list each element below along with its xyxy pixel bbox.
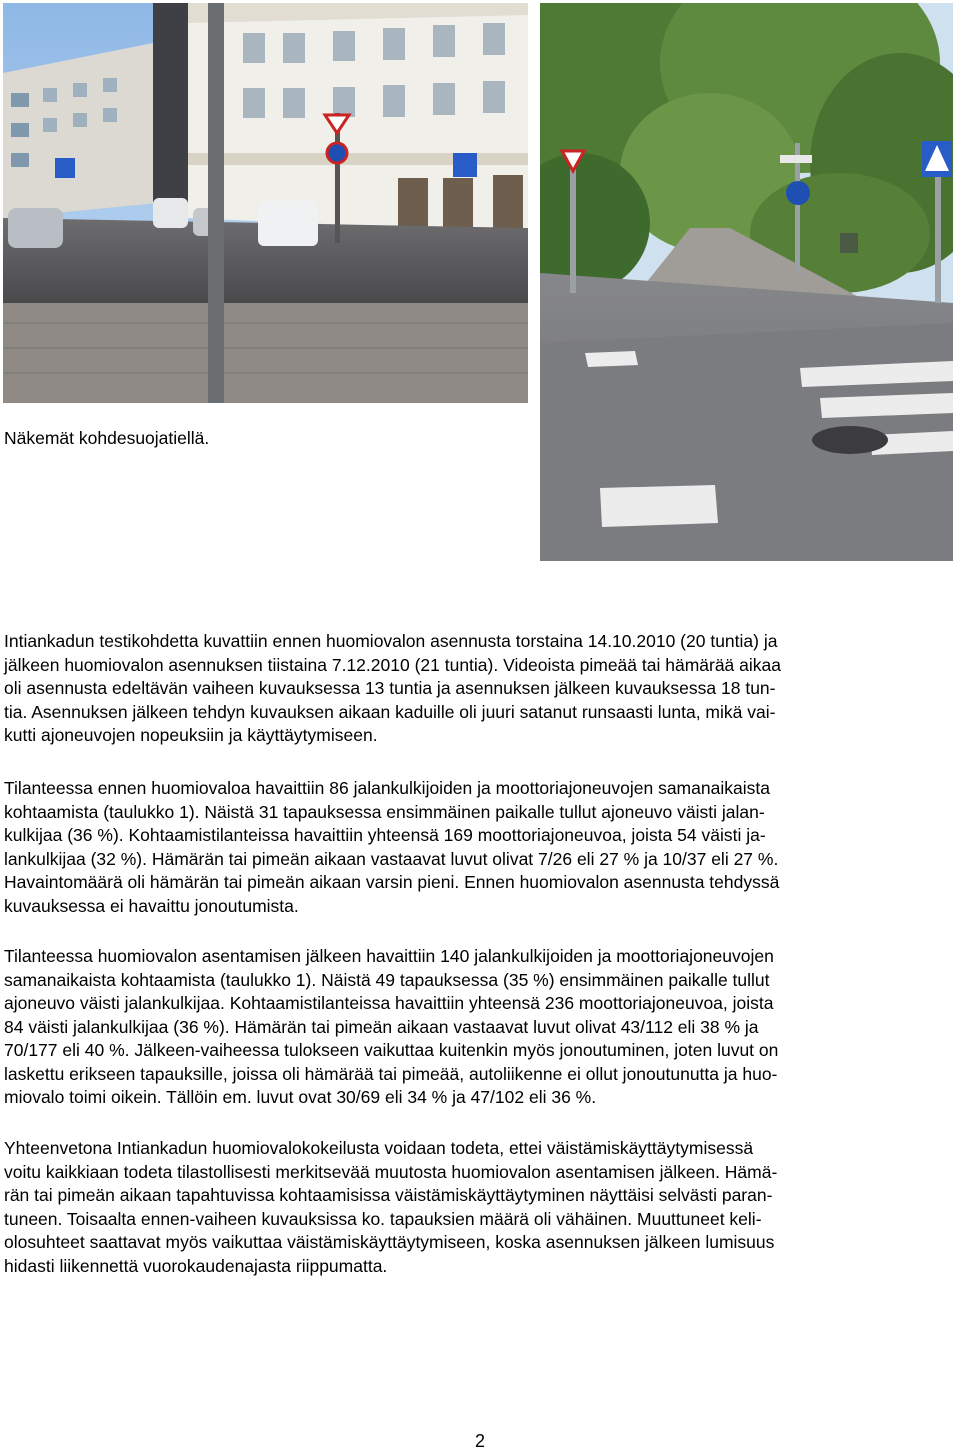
paragraph-test-filming [4, 630, 934, 748]
text-line: kutti ajoneuvojen nopeuksiin ja käyttäytymiseen. [4, 725, 378, 745]
photo-caption: Näkemät kohdesuojatiellä. [4, 428, 210, 448]
text-line: Tilanteessa huomiovalon asentamisen jälkeen havaittiin 140 jalankulkijoiden ja moottoriajoneuvojen [4, 946, 774, 966]
text-line: miovalo toimi oikein. Tällöin em. luvut ovat 30/69 eli 34 % ja 47/102 eli 36 %. [4, 1087, 597, 1107]
text-line: ajoneuvo väisti jalankulkijaa. Kohtaamistilanteissa havaittiin yhteensä 236 moottoriajoneuvoa, joista [4, 993, 774, 1013]
text-line: 70/177 eli 40 %. Jälkeen-vaiheessa tulokseen vaikuttaa kuitenkin myös jonoutuminen, joten luvut on [4, 1040, 779, 1060]
text-line: samanaikaista kohtaamista (taulukko 1). Näistä 49 tapauksessa (35 %) ensimmäinen paikalle tullut [4, 969, 770, 990]
text-line: hidasti liikennettä vuorokaudenajasta riippumatta. [4, 1255, 388, 1276]
text-line: Tilanteessa ennen huomiovaloa havaittiin 86 jalankulkijoiden ja moottoriajoneuvojen samanaikaista [4, 778, 770, 798]
text-line: kohtaamista (taulukko 1). Näistä 31 tapauksessa ensimmäinen paikalle tullut ajoneuvo väisti jalan- [4, 801, 765, 822]
text-line: oli asennusta edeltävän vaiheen kuvauksessa 13 tuntia ja asennuksen jälkeen kuvauksessa 18 tun- [4, 678, 776, 698]
text-line: kulkijaa (36 %). Kohtaamistilanteissa havaittiin yhteensä 169 moottoriajoneuvoa, joista 54 väisti ja- [4, 825, 766, 845]
text-line: kuvauksessa ei havaittu jonoutumista. [4, 895, 299, 916]
text-line: lankulkijaa (32 %). Hämärän tai pimeän aikaan vastaavat luvut olivat 7/26 eli 27 % ja 10/37 eli 27 %. [4, 848, 779, 869]
text-line: 84 väisti jalankulkijaa (36 %). Hämärän tai pimeän aikaan vastaavat luvut olivat 43/112 eli 38 % ja [4, 1016, 759, 1037]
street-photo-left [3, 3, 528, 403]
text-line: Intiankadun testikohdetta kuvattiin ennen huomiovalon asennusta torstaina 14.10.2010 (20 tuntia) ja [4, 631, 778, 651]
text-line: tuneen. Toisaalta ennen-vaiheen kuvauksissa ko. tapauksien määrä oli vähäinen. Muuttuneet keli- [4, 1208, 762, 1229]
text-line: olosuhteet saattavat myös vaikuttaa väistämiskäyttäytymiseen, koska asennuksen jälkeen lumisuus [4, 1232, 775, 1252]
text-line: Havaintomäärä oli hämärän tai pimeän aikaan varsin pieni. Ennen huomiovalon asennusta tehdyssä [4, 872, 780, 892]
page-number: 2 [474, 1431, 485, 1451]
text-line: laskettu erikseen tapauksille, joissa oli hämärää tai pimeää, autoliikenne ei ollut jonoutunutta ja huo- [4, 1063, 778, 1084]
crosswalk-photo-right-image [540, 3, 953, 561]
paragraph-before-results [4, 777, 934, 918]
paragraph-after-results [4, 945, 934, 1110]
text-line: jälkeen huomiovalon asennuksen tiistaina 7.12.2010 (21 tuntia). Videoista pimeää tai hämärää aikaa [4, 654, 781, 675]
text-line: tia. Asennuksen jälkeen tehdyn kuvauksen aikaan kaduille oli juuri satanut runsaasti lunta, mikä vai- [4, 701, 776, 722]
crosswalk-photo-right [540, 3, 953, 561]
text-line: voitu kaikkiaan todeta tilastollisesti merkitsevää muutosta huomiovalon asentamisen jälkeen. Hämä- [4, 1161, 778, 1182]
text-line: Yhteenvetona Intiankadun huomiovalokokeilusta voidaan todeta, ettei väistämiskäyttäytymisessä [4, 1138, 754, 1158]
text-line: rän tai pimeän aikaan tapahtuvissa kohtaamisissa väistämiskäyttäytyminen näyttäisi selvästi paran- [4, 1185, 773, 1205]
paragraph-summary [4, 1137, 934, 1278]
street-photo-left-image [3, 3, 528, 403]
